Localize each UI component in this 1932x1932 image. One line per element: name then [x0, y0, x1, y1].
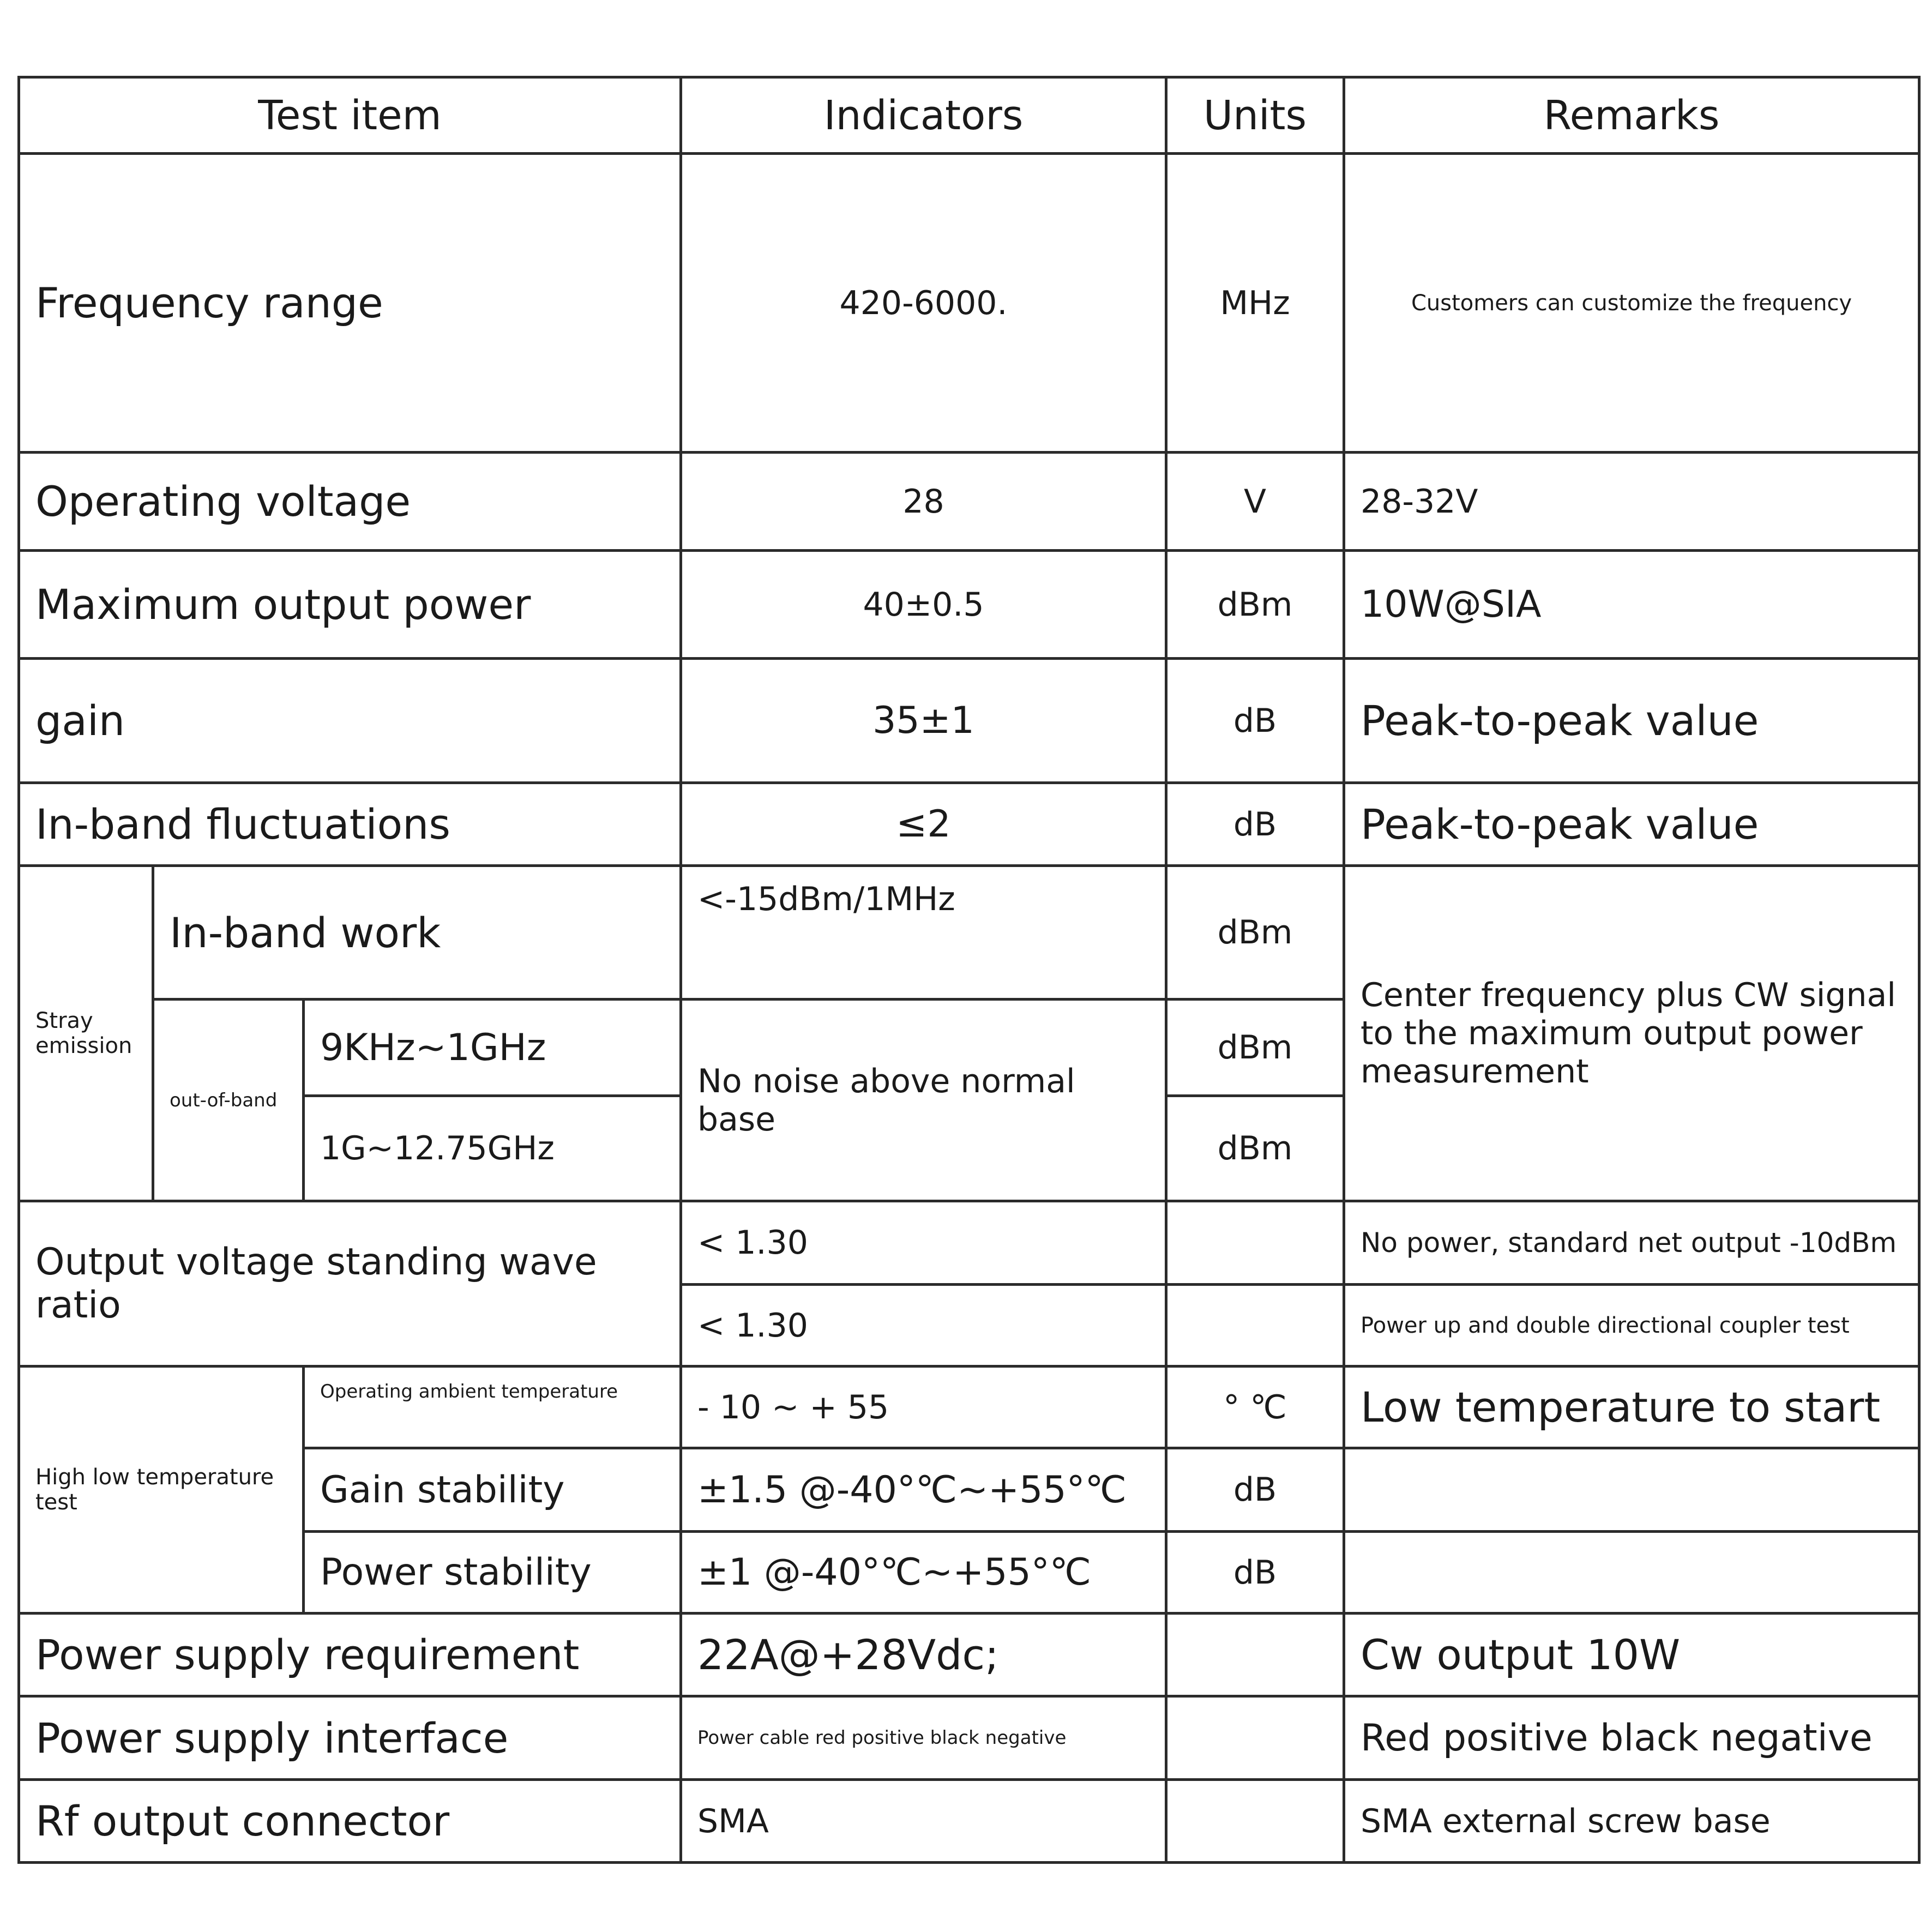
- gain-unit: dB: [1166, 659, 1344, 783]
- row-temp-ambient: [19, 1367, 1919, 1448]
- gain-item: gain: [19, 659, 681, 783]
- temp-gain-indicator: ±1.5 @-40°℃~+55°℃: [681, 1448, 1166, 1532]
- supply-if-item: Power supply interface: [19, 1696, 681, 1780]
- temp-power-remark: [1344, 1532, 1919, 1614]
- header-row: [19, 77, 1919, 154]
- header-remarks: Remarks: [1344, 77, 1919, 154]
- vswr-remark-2: Power up and double directional coupler test: [1344, 1285, 1919, 1367]
- frequency-item: Frequency range: [19, 154, 681, 453]
- rf-conn-unit: [1166, 1780, 1344, 1863]
- row-supply-requirement: [19, 1614, 1919, 1696]
- row-fluctuation: [19, 783, 1919, 866]
- max-power-item: Maximum output power: [19, 551, 681, 659]
- temp-ambient-indicator: - 10 ~ + 55: [681, 1367, 1166, 1448]
- stray-remark: Center frequency plus CW signal to the maximum output power measurement: [1344, 866, 1919, 1201]
- fluctuation-indicator: ≤2: [681, 783, 1166, 866]
- vswr-item: Output voltage standing wave ratio: [19, 1201, 681, 1367]
- row-voltage: [19, 453, 1919, 551]
- row-supply-interface: [19, 1696, 1919, 1780]
- temp-ambient-remark: Low temperature to start: [1344, 1367, 1919, 1448]
- rf-conn-remark: SMA external screw base: [1344, 1780, 1919, 1863]
- temp-group-label: High low temperature test: [19, 1367, 304, 1614]
- row-gain: [19, 659, 1919, 783]
- max-power-unit: dBm: [1166, 551, 1344, 659]
- stray-outband-indicator: No noise above normal base: [681, 1000, 1166, 1201]
- temp-ambient-unit: ° ℃: [1166, 1367, 1344, 1448]
- stray-range-2-unit: dBm: [1166, 1096, 1344, 1201]
- header-test-item: Test item: [19, 77, 681, 154]
- vswr-indicator-1: < 1.30: [681, 1201, 1166, 1285]
- frequency-indicator: 420-6000.: [681, 154, 1166, 453]
- temp-gain-remark: [1344, 1448, 1919, 1532]
- header-units: Units: [1166, 77, 1344, 154]
- voltage-item: Operating voltage: [19, 453, 681, 551]
- frequency-unit: MHz: [1166, 154, 1344, 453]
- stray-range-1-unit: dBm: [1166, 1000, 1344, 1096]
- row-rf-connector: [19, 1780, 1919, 1863]
- gain-indicator: 35±1: [681, 659, 1166, 783]
- temp-ambient-label: Operating ambient temperature: [304, 1367, 681, 1448]
- temp-gain-unit: dB: [1166, 1448, 1344, 1532]
- stray-range-2: 1G~12.75GHz: [304, 1096, 681, 1201]
- row-max-power: [19, 551, 1919, 659]
- supply-req-item: Power supply requirement: [19, 1614, 681, 1696]
- stray-range-1: 9KHz~1GHz: [304, 1000, 681, 1096]
- stray-group-label: Stray emission: [19, 866, 153, 1201]
- fluctuation-item: In-band fluctuations: [19, 783, 681, 866]
- voltage-indicator: 28: [681, 453, 1166, 551]
- gain-remark: Peak-to-peak value: [1344, 659, 1919, 783]
- stray-inband-indicator: <-15dBm/1MHz: [681, 866, 1166, 1000]
- row-vswr-1: [19, 1201, 1919, 1285]
- frequency-remark: Customers can customize the frequency: [1344, 154, 1919, 453]
- row-temp-power: [19, 1532, 1919, 1614]
- supply-req-unit: [1166, 1614, 1344, 1696]
- voltage-unit: V: [1166, 453, 1344, 551]
- max-power-remark: 10W@SIA: [1344, 551, 1919, 659]
- temp-gain-label: Gain stability: [304, 1448, 681, 1532]
- temp-power-unit: dB: [1166, 1532, 1344, 1614]
- spec-table: [17, 76, 1921, 1864]
- vswr-remark-1: No power, standard net output -10dBm: [1344, 1201, 1919, 1285]
- supply-if-unit: [1166, 1696, 1344, 1780]
- voltage-remark: 28-32V: [1344, 453, 1919, 551]
- supply-if-indicator: Power cable red positive black negative: [681, 1696, 1166, 1780]
- supply-req-indicator: 22A@+28Vdc;: [681, 1614, 1166, 1696]
- fluctuation-remark: Peak-to-peak value: [1344, 783, 1919, 866]
- vswr-unit-2: [1166, 1285, 1344, 1367]
- vswr-unit-1: [1166, 1201, 1344, 1285]
- row-stray-inband: [19, 866, 1919, 1000]
- stray-inband-label: In-band work: [153, 866, 681, 1000]
- rf-conn-item: Rf output connector: [19, 1780, 681, 1863]
- temp-power-indicator: ±1 @-40°℃~+55°℃: [681, 1532, 1166, 1614]
- fluctuation-unit: dB: [1166, 783, 1344, 866]
- header-indicators: Indicators: [681, 77, 1166, 154]
- row-frequency: [19, 154, 1919, 453]
- row-temp-gain: [19, 1448, 1919, 1532]
- max-power-indicator: 40±0.5: [681, 551, 1166, 659]
- supply-req-remark: Cw output 10W: [1344, 1614, 1919, 1696]
- supply-if-remark: Red positive black negative: [1344, 1696, 1919, 1780]
- temp-power-label: Power stability: [304, 1532, 681, 1614]
- rf-conn-indicator: SMA: [681, 1780, 1166, 1863]
- stray-outband-label: out-of-band: [153, 1000, 304, 1201]
- stray-inband-unit: dBm: [1166, 866, 1344, 1000]
- vswr-indicator-2: < 1.30: [681, 1285, 1166, 1367]
